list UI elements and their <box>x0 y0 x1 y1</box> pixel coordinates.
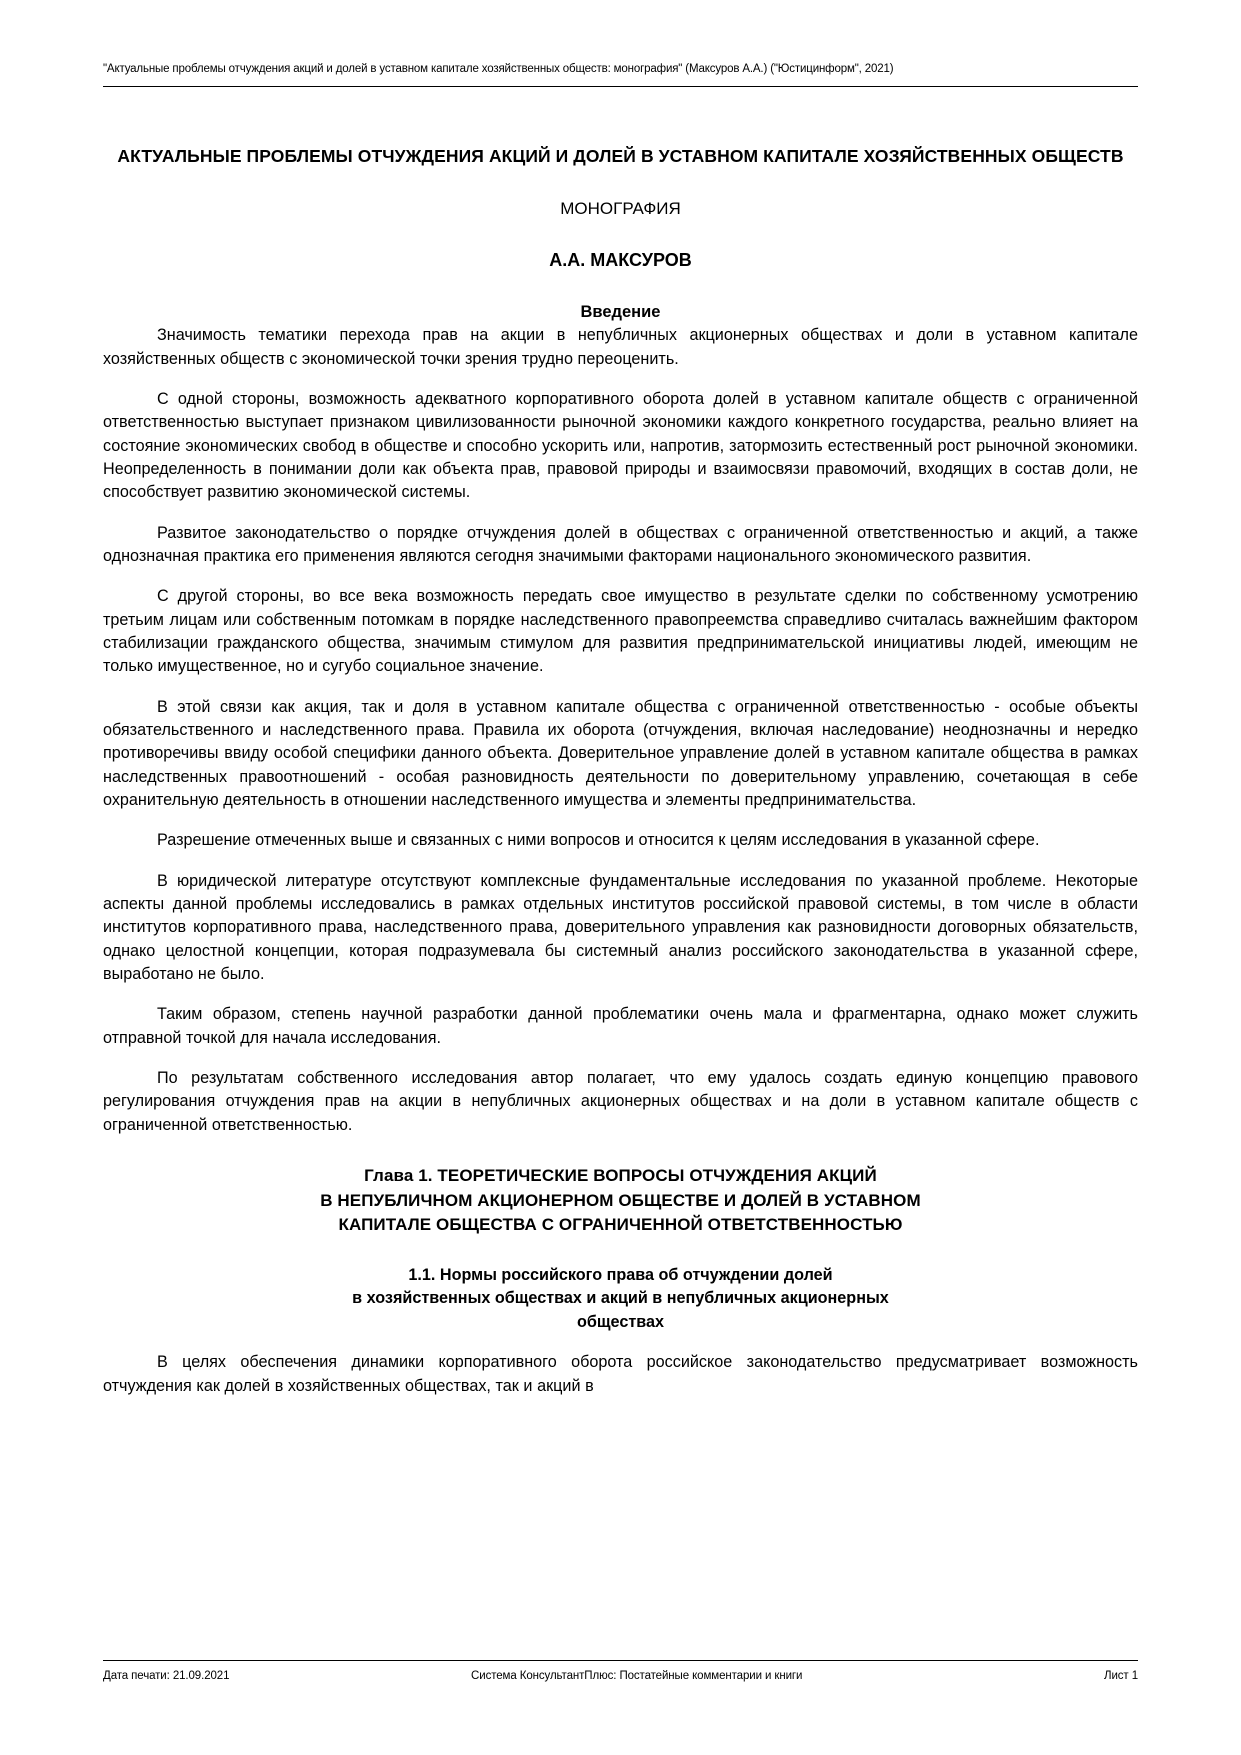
body-paragraph: С другой стороны, во все века возможность передать свое имущество в результате сделки по собственному усмотрению третьим лицам или собственным потомкам в порядке наследственного правопреемства справедливо считалась важнейшим фактором стабилизации гражданского общества, значимым стимулом для развития предпринимательской инициативы людей, имеющим не только имущественное, но и сугубо социальное значение. <box>103 587 1138 676</box>
body-paragraph: В юридической литературе отсутствуют комплексные фундаментальные исследования по указанной проблеме. Некоторые аспекты данной проблемы исследовались в рамках отдельных институтов российской правовой системы, в том числе в области институтов корпоративного права, наследственного права, доверительного управления как разновидности договорных обязательств, однако целостной концепции, которая подразумевала бы системный анализ российского законодательства в указанной сфере, выработано не было. <box>103 871 1138 983</box>
subchapter-heading-line-2: в хозяйственных обществах и акций в непубличных акционерных <box>352 1289 889 1308</box>
section-heading-introduction: Введение <box>580 303 661 322</box>
document-author: А.А. МАКСУРОВ <box>549 250 692 271</box>
body-paragraph: Разрешение отмеченных выше и связанных с ними вопросов и относится к целям исследования в указанной сфере. <box>157 831 1040 850</box>
header-divider <box>103 86 1138 87</box>
footer-divider <box>103 1660 1138 1661</box>
chapter-heading-line-3: КАПИТАЛЕ ОБЩЕСТВА С ОГРАНИЧЕННОЙ ОТВЕТСТВЕННОСТЬЮ <box>338 1215 903 1235</box>
body-paragraph: Развитое законодательство о порядке отчуждения долей в обществах с ограниченной ответственностью и акций, а также однозначная практика его применения являются сегодня значимыми факторами национального экономического развития. <box>103 523 1138 566</box>
footer-page-label: Лист 1 <box>1104 1670 1138 1682</box>
chapter-heading-line-1: Глава 1. ТЕОРЕТИЧЕСКИЕ ВОПРОСЫ ОТЧУЖДЕНИЯ АКЦИЙ <box>364 1165 877 1185</box>
footer-system-name: Система КонсультантПлюс: Постатейные комментарии и книги <box>471 1670 803 1682</box>
page-content <box>103 0 1138 1398</box>
body-paragraph: По результатам собственного исследования автор полагает, что ему удалось создать единую концепцию правового регулирования отчуждения прав на акции в непубличных акционерных обществах и на доли в уставном капитале обществ с ограниченной ответственностью. <box>103 1068 1138 1134</box>
subchapter-heading-line-3: обществах <box>576 1312 664 1331</box>
body-paragraph: Значимость тематики перехода прав на акции в непубличных акционерных обществах и доли в уставном капитале хозяйственных обществ с экономической точки зрения трудно переоценить. <box>103 326 1138 368</box>
body-paragraph: В целях обеспечения динамики корпоративного оборота российское законодательство предусматривает возможность отчуждения как долей в хозяйственных обществах, так и акций в <box>103 1353 1138 1395</box>
document-footer <box>103 1660 1138 1682</box>
page-title: АКТУАЛЬНЫЕ ПРОБЛЕМЫ ОТЧУЖДЕНИЯ АКЦИЙ И ДОЛЕЙ В УСТАВНОМ КАПИТАЛЕ ХОЗЯЙСТВЕННЫХ ОБЩЕСТВ <box>117 145 1124 166</box>
body-paragraph: В этой связи как акция, так и доля в уставном капитале общества с ограниченной ответственностью - особые объекты обязательственного и наследственного права. Правила их оборота (отчуждения, включая наследование) неоднозначны и нередко противоречивы ввиду особой специфики данного объекта. Доверительное управление долей в уставном капитале общества в рамках наследственных правоотношений - особая разновидность деятельности по доверительному управлению, сочетающая в себе охранительную деятельность в отношении наследственного имущества и элементы предпринимательства. <box>103 697 1138 810</box>
body-paragraph: Таким образом, степень научной разработки данной проблематики очень мала и фрагментарна, однако может служить отправной точкой для начала исследования. <box>103 1005 1138 1047</box>
footer-print-date: Дата печати: 21.09.2021 <box>103 1670 230 1682</box>
chapter-heading-line-2: В НЕПУБЛИЧНОМ АКЦИОНЕРНОМ ОБЩЕСТВЕ И ДОЛЕЙ В УСТАВНОМ <box>320 1190 921 1210</box>
document-header-citation: "Актуальные проблемы отчуждения акций и долей в уставном капитале хозяйственных обществ: монография" (Максуров А.А.) ("Юстицинформ", 2021) <box>103 63 894 75</box>
subchapter-1-1-heading <box>103 1264 1138 1334</box>
chapter-1-heading <box>103 1164 1138 1238</box>
document-subtitle: МОНОГРАФИЯ <box>560 199 681 219</box>
body-paragraph: С одной стороны, возможность адекватного корпоративного оборота долей в уставном капитале обществ с ограниченной ответственностью выступает признаком цивилизованности рыночной экономики каждого конкретного государства, реально влияет на состояние экономических свобод в обществе и способно ускорить или, напротив, затормозить естественный рост рыночной экономики. Неопределенность в понимании доли как объекта прав, правовой природы и взаимосвязи правомочий, входящих в состав доли, не способствует развитию экономической системы. <box>103 390 1138 502</box>
subchapter-heading-line-1: 1.1. Нормы российского права об отчуждении долей <box>408 1265 833 1284</box>
